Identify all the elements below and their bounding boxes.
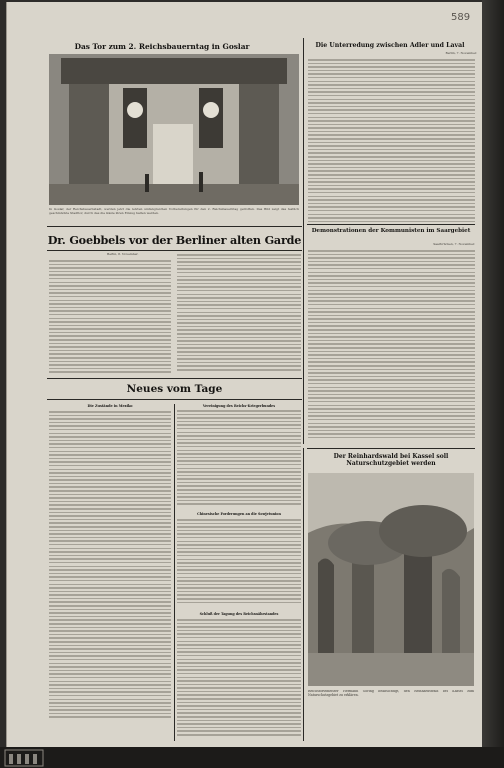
neues-sub-reichsnaehrstand: Schluß der Tagung des Reichsnährstandes xyxy=(199,612,279,616)
neues-sub-krieger: Vereinigung des Reichs-Kriegerbundes xyxy=(202,404,276,408)
neues-body-left xyxy=(49,411,171,741)
goebbels-body-right xyxy=(177,254,301,374)
kommunisten-headline: Demonstrationen der Kommunisten im Saargebiet xyxy=(311,228,471,234)
goslar-headline: Das Tor zum 2. Reichsbauerntag in Goslar xyxy=(74,42,250,51)
column-divider-top xyxy=(303,38,304,444)
neues-top-rule xyxy=(47,378,302,379)
column-divider-bottom xyxy=(303,448,304,741)
goslar-gate-photo xyxy=(49,54,299,205)
goebbels-dateline: Berlin, 8. November. xyxy=(107,253,139,256)
neues-bottom-rule xyxy=(47,399,302,400)
reinhardswald-top-rule xyxy=(307,448,475,449)
book-binding-edge xyxy=(482,0,504,768)
reinhardswald-headline: Der Reinhardswald bei Kassel soll Naturschutzgebiet werden xyxy=(333,453,449,468)
reinhardswald-forest-photo xyxy=(308,473,474,686)
reinhardswald-caption: Reichsforstmeister Hermann Göring beabsichtigt, den Reinhardswald bei Kassel zum Naturschutzgebiet zu erklären. xyxy=(308,690,474,697)
adler-headline: Die Unterredung zwischen Adler und Laval xyxy=(315,42,465,49)
library-stamp-icon xyxy=(4,749,44,767)
goslar-caption: In Goslar, der Reichsbauernstadt, werden jetzt die letzten umfangreichen Vorbereitungen für den 2. Reichsbauerntag getroffen. Das Bild zeigt das festlich geschmückte Stadttor, durch das die Gäste ihren Einzug halten werden. xyxy=(49,208,299,215)
neues-body-right-2 xyxy=(177,519,301,609)
newspaper-sheet xyxy=(6,2,483,747)
adler-body-text xyxy=(308,59,475,223)
neues-headline: Neues vom Tage xyxy=(126,383,223,395)
adler-dateline: Berlin, 7. November. xyxy=(445,52,477,55)
neues-sub-mexiko: Die Zustände in Mexiko xyxy=(87,404,133,408)
forest-photo-illustration xyxy=(308,473,474,686)
kommunisten-dateline: Saarbrücken, 7. November. xyxy=(433,243,475,246)
scan-bottom-border xyxy=(0,747,504,768)
kommunisten-top-rule xyxy=(307,224,475,225)
neues-column-divider xyxy=(174,404,175,741)
goebbels-headline: Dr. Goebbels vor der Berliner alten Garde xyxy=(47,233,302,247)
goebbels-bottom-rule xyxy=(47,250,302,251)
goebbels-top-rule xyxy=(47,226,302,227)
goebbels-body-left xyxy=(49,260,171,374)
goslar-photo-illustration xyxy=(49,54,299,205)
neues-body-right-3 xyxy=(177,619,301,741)
page-number: 589 xyxy=(451,12,471,23)
neues-body-right-1 xyxy=(177,410,301,510)
neues-sub-china: Chinesische Forderungen an die Sowjetunion xyxy=(197,512,281,516)
kommunisten-body-text xyxy=(308,250,475,444)
